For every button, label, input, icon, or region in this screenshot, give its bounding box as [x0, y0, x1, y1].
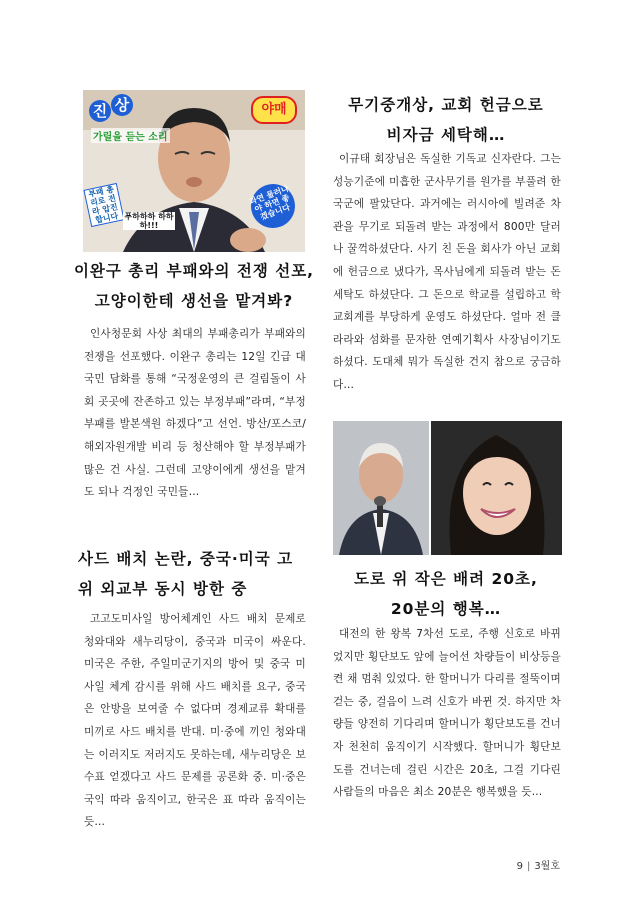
speech-bubble-right: 과연 물러나야 하면 좋겠습니다 — [245, 178, 301, 234]
article2-body: 고고도미사일 방어체계인 사드 배치 문제로 청와대와 새누리당이, 중국과 미국이 싸운다. 미국은 주한, 주일미군기지의 방어 및 중국 미사일 체계 감시를 위해 사드 배치를 요구, 중국은 안방을 보여줄 수 없다며 경제교류 확대를 미끼로 사드 배치를 반대. 미·중에 끼인 청와대는 이러지도 저러지도 못하는데, 새누리당은 보수표 얻겠다고 사드 문제를 공론화 중. 미·중은 국익 따라 움직이고, 한국은 표 따라 움직이는 듯… — [84, 613, 306, 829]
article2-headline — [72, 544, 322, 604]
badge-true-2: 상 — [111, 94, 133, 116]
speech-bubble-left: 부패 총리로 전라 압진합니다 — [83, 183, 124, 227]
article1-headline-line2: 고양이한테 생선을 맡겨봐? — [94, 292, 294, 310]
article2-headline-line1: 사드 배치 논란, 중국·미국 고 — [78, 550, 294, 568]
badge-yamae: 야매 — [251, 96, 297, 124]
article3-photo-left — [333, 421, 429, 555]
badge-true-1: 진 — [89, 100, 111, 122]
caption-tag: 가릴을 듣는 소리 — [91, 128, 170, 143]
article3-photo-right — [431, 421, 562, 555]
article3-headline — [330, 90, 562, 150]
article1-headline-line1: 이완구 총리 부패와의 전쟁 선포, — [73, 262, 315, 280]
page-footer: 9 | 3월호 — [516, 861, 560, 872]
article3-headline-line2: 비자금 세탁해… — [386, 126, 506, 144]
article1-body: 인사청문회 사상 최대의 부패총리가 부패와의 전쟁을 선포했다. 이완구 총리는 12일 긴급 대국민 담화를 통해 “국정운영의 큰 걸림돌이 사회 곳곳에 잔존하고 있는 부정부패”라며, “부정부패를 발본색원 하겠다”고 선언. 방산/포스코/해외자원개발 비리 등 청산해야 할 부정부패가 많은 건 사실. 그런데 고양이에게 생선을 맡겨도 되나 걱정인 국민들… — [84, 328, 306, 499]
article2-headline-line2: 위 외교부 동시 방한 중 — [78, 580, 248, 598]
smiling-woman-portrait — [431, 421, 562, 555]
laugh-caption: 푸하하하 하하하!!! — [124, 212, 174, 230]
article1-photo — [83, 90, 305, 252]
page-number: 9 — [516, 861, 523, 872]
article1-headline — [72, 256, 316, 316]
article4-headline-line1: 도로 위 작은 배려 20초, — [354, 570, 538, 588]
elderly-man-portrait — [333, 421, 429, 555]
article4-headline-line2: 20분의 행복… — [390, 600, 502, 618]
issue-label: 3월호 — [534, 861, 560, 872]
article3-headline-line1: 무기중개상, 교회 헌금으로 — [348, 96, 544, 114]
article3-body: 이규태 회장님은 독실한 기독교 신자란다. 그는 성능기준에 미흡한 군사무기를 원가를 부풀려 한국군에 팔았단다. 과거에는 러시아에 빌려준 차관을 무기로 되돌려 받는 과정에서 800만 달러나 꿀꺽하셨단다. 사기 친 돈을 회사가 아닌 교회에 헌금으로 냈다가, 목사님에게 되돌려 받는 돈세탁도 하셨단다. 그 돈으로 학교를 설립하고 학교회계를 부당하게 운영도 하셨단다. 얼마 전 클라라와 섬화를 문자한 연예기획사 사장님이기도 하셨다. 도대체 뭐가 독실한 건지 참으로 궁금하다… — [333, 153, 561, 391]
article4-body: 대전의 한 왕복 7차선 도로, 주행 신호로 바뀌었지만 횡단보도 앞에 늘어선 차량들이 비상등을 켠 채 멈춰 있었다. 한 할머니가 다리를 절뚝이며 걷는 중, 걸음이 느려 신호가 바뀐 것. 하지만 차량들 양전히 기다리며 할머니가 횡단보도를 건너자 천천히 움직이기 시작했다. 할머니가 횡단보도를 건너는데 걸린 시간은 20초, 그걸 기다린 사람들의 마음은 최소 20분은 행복했을 듯… — [333, 628, 561, 799]
article4-headline — [330, 564, 562, 624]
